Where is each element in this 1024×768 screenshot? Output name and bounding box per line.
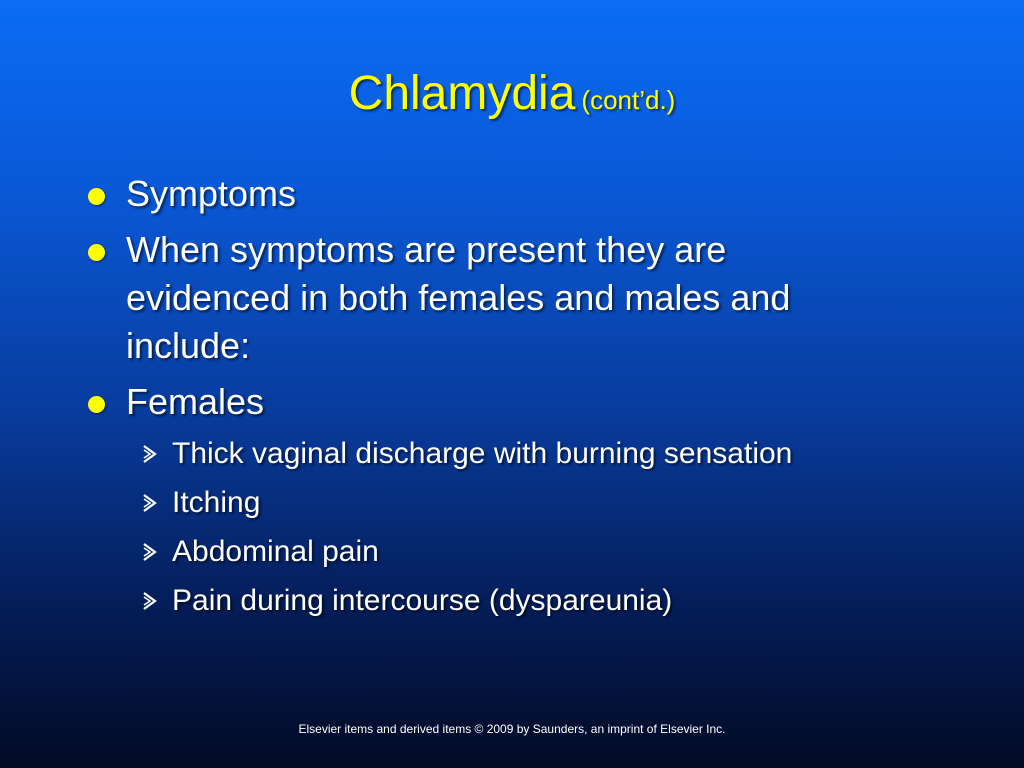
sub-bullet-text: Itching <box>172 486 261 519</box>
bullet-text: When symptoms are present they are evidenced in both females and males and include: <box>126 229 791 366</box>
bullet-item <box>84 378 884 426</box>
chevron-arrow-icon <box>140 443 160 465</box>
circle-bullet-icon <box>88 244 105 261</box>
sub-bullet-item <box>140 434 884 474</box>
sub-bullet-item <box>140 581 884 621</box>
bullet-text: Females <box>126 381 265 422</box>
sub-bullet-text: Thick vaginal discharge with burning sensation <box>172 437 793 470</box>
title-main: Chlamydia <box>348 67 576 120</box>
sub-bullet-text: Pain during intercourse (dyspareunia) <box>172 584 673 617</box>
sub-bullet-item <box>140 532 884 572</box>
sub-bullet-item <box>140 483 884 523</box>
slide-title <box>0 66 1024 121</box>
circle-bullet-icon <box>88 188 105 205</box>
sub-bullet-text: Abdominal pain <box>172 535 379 568</box>
bullet-text: Symptoms <box>126 173 297 214</box>
copyright-footer: Elsevier items and derived items © 2009 by Saunders, an imprint of Elsevier Inc. <box>298 722 726 736</box>
bullet-list <box>84 170 884 630</box>
bullet-item <box>84 170 884 218</box>
chevron-arrow-icon <box>140 590 160 612</box>
chevron-arrow-icon <box>140 541 160 563</box>
title-suffix: (cont’d.) <box>581 85 676 115</box>
bullet-item <box>84 226 884 370</box>
chevron-arrow-icon <box>140 492 160 514</box>
circle-bullet-icon <box>88 396 105 413</box>
